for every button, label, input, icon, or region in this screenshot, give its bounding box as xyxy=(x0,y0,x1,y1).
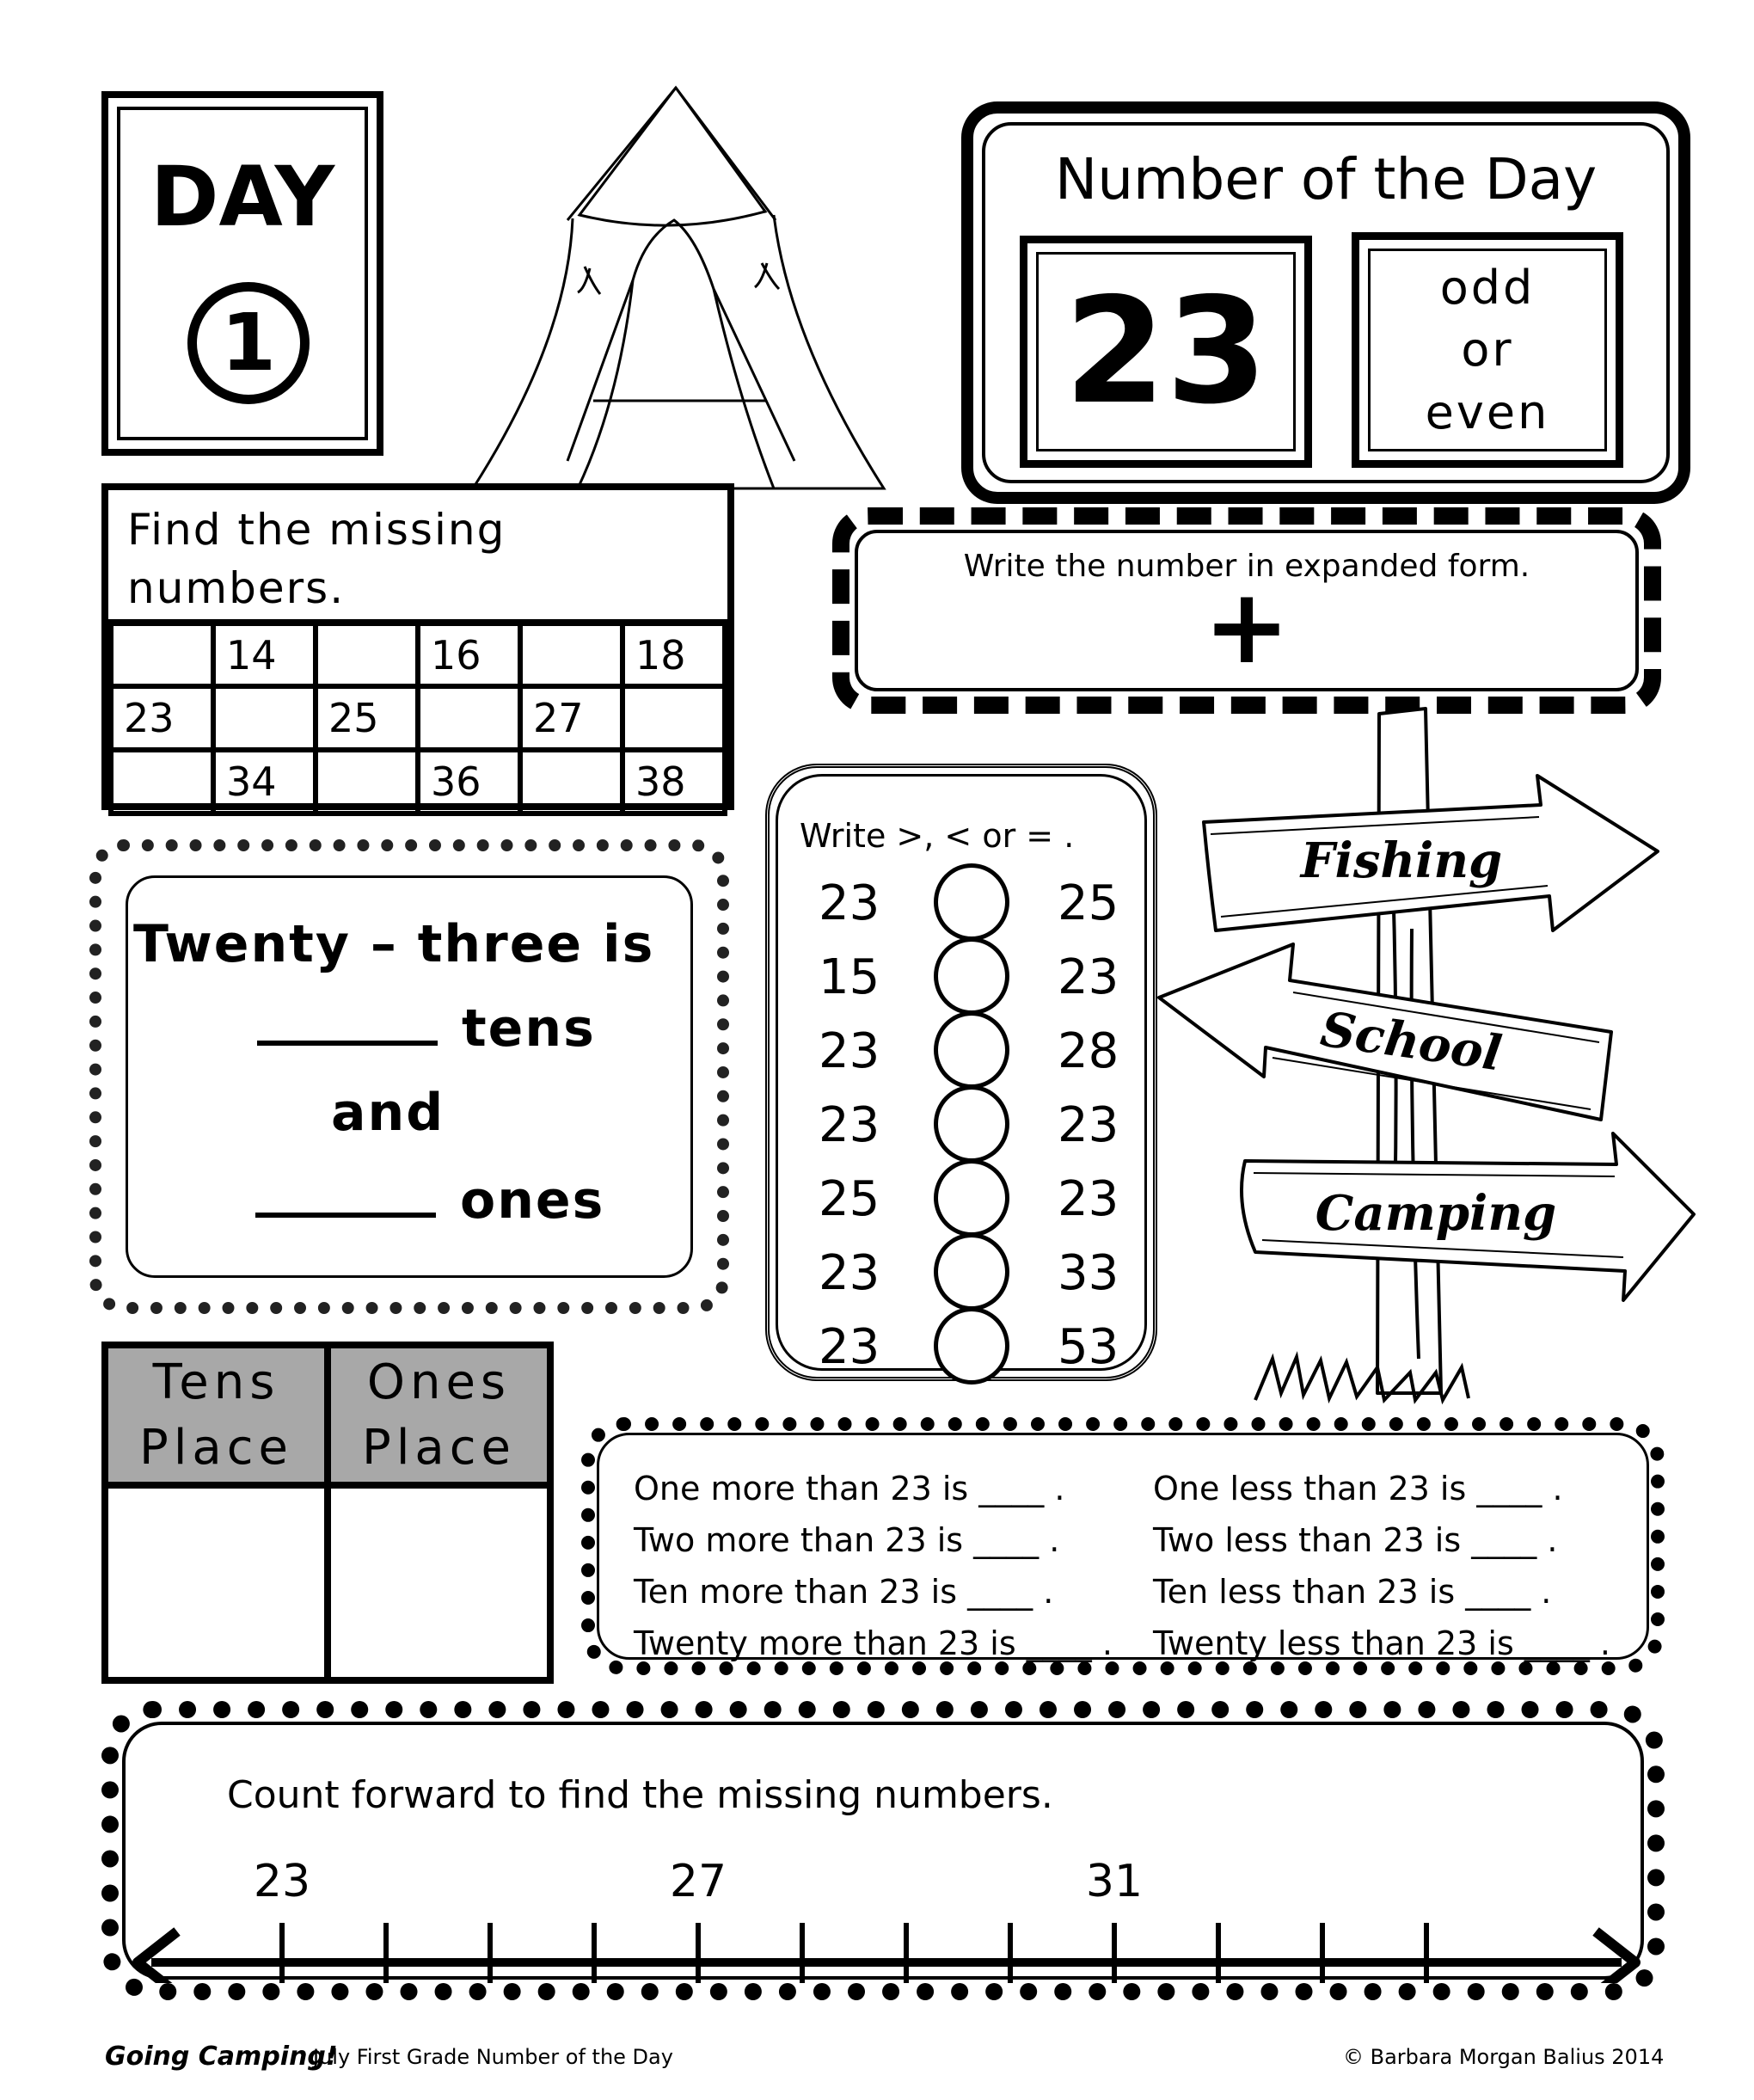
tens-blank[interactable] xyxy=(257,1041,438,1046)
and-label: and xyxy=(331,1083,445,1143)
grid-cell[interactable] xyxy=(622,686,725,750)
compare-circle[interactable] xyxy=(934,1307,1009,1385)
plus-sign: + xyxy=(1203,568,1291,687)
more-less-panel xyxy=(581,1417,1665,1675)
ones-header-line1: Ones xyxy=(366,1354,512,1410)
grid-cell[interactable] xyxy=(520,623,622,686)
compare-panel xyxy=(765,764,1157,1381)
compare-left: 23 xyxy=(819,1319,880,1375)
number-line-title: Count forward to find the missing numbers. xyxy=(227,1773,1053,1817)
grid-row xyxy=(111,750,725,814)
compare-circle[interactable] xyxy=(934,937,1009,1015)
footer-subtitle: July First Grade Number of the Day xyxy=(313,2045,673,2069)
more-less-inner xyxy=(597,1433,1649,1660)
number-line-label: 31 xyxy=(1085,1856,1144,1907)
compare-circle[interactable] xyxy=(934,863,1009,941)
grid-cell: 38 xyxy=(622,750,725,814)
sign-camping: Camping xyxy=(1315,1185,1557,1242)
compare-right: 28 xyxy=(1058,1023,1119,1079)
compare-left: 15 xyxy=(819,949,880,1005)
compare-row xyxy=(765,1163,1157,1237)
tens-line xyxy=(257,998,596,1059)
signpost-illustration xyxy=(1152,705,1702,1410)
tens-place-header xyxy=(108,1348,324,1489)
compare-left: 23 xyxy=(819,1245,880,1301)
ones-answer-cell[interactable] xyxy=(331,1489,547,1677)
missing-numbers-title-line1: Find the missing xyxy=(127,505,506,555)
compare-label: Write >, < or = . xyxy=(800,817,1075,855)
grid-cell[interactable] xyxy=(520,750,622,814)
compare-right: 23 xyxy=(1058,1171,1119,1227)
less-item[interactable]: One less than 23 is ____ . xyxy=(1153,1470,1563,1507)
grid-cell[interactable] xyxy=(213,686,316,750)
place-value-chart xyxy=(101,1342,554,1684)
compare-circle[interactable] xyxy=(934,1011,1009,1089)
missing-numbers-title-line2: numbers. xyxy=(127,563,346,613)
less-item[interactable]: Twenty less than 23 is ____ . xyxy=(1153,1624,1610,1662)
tent-illustration xyxy=(464,83,894,495)
compare-row xyxy=(765,1089,1157,1163)
more-item[interactable]: Two more than 23 is ____ . xyxy=(634,1521,1060,1559)
word-form-line1: Twenty – three is xyxy=(133,914,655,974)
sign-fishing: Fishing xyxy=(1300,832,1503,889)
compare-left: 23 xyxy=(819,875,880,931)
grid-cell[interactable] xyxy=(111,750,213,814)
footer-brand: Going Camping! xyxy=(105,2042,338,2072)
right-arrow-icon xyxy=(1596,1931,1635,1983)
compare-row xyxy=(765,1237,1157,1311)
grid-cell: 27 xyxy=(520,686,622,750)
day-card-inner xyxy=(117,107,368,440)
more-item[interactable]: Ten more than 23 is ____ . xyxy=(634,1573,1054,1611)
word-form-inner xyxy=(126,875,693,1278)
compare-row xyxy=(765,867,1157,941)
ones-place-header xyxy=(331,1348,547,1489)
compare-right: 53 xyxy=(1058,1319,1119,1375)
number-line xyxy=(126,1725,1647,1983)
grid-cell[interactable] xyxy=(418,686,520,750)
missing-numbers-panel xyxy=(101,483,734,810)
compare-circle[interactable] xyxy=(934,1233,1009,1311)
compare-circle[interactable] xyxy=(934,1085,1009,1163)
tens-header-line2: Place xyxy=(139,1419,293,1476)
more-item[interactable]: One more than 23 is ____ . xyxy=(634,1470,1065,1507)
compare-right: 23 xyxy=(1058,949,1119,1005)
odd-or-even-box xyxy=(1352,232,1623,468)
compare-right: 25 xyxy=(1058,875,1119,931)
tens-label: tens xyxy=(462,998,596,1059)
grid-cell: 14 xyxy=(213,623,316,686)
even-option[interactable]: even xyxy=(1425,385,1550,440)
number-of-the-day-box xyxy=(1020,236,1312,468)
grid-row xyxy=(111,686,725,750)
number-line-label: 23 xyxy=(253,1856,311,1907)
grid-row xyxy=(111,623,725,686)
left-arrow-icon xyxy=(138,1931,177,1983)
compare-left: 23 xyxy=(819,1097,880,1153)
sign-school: School xyxy=(1317,1000,1506,1083)
tens-header-line1: Tens xyxy=(152,1354,280,1410)
number-line-panel xyxy=(101,1701,1665,2000)
number-line-label: 27 xyxy=(669,1856,727,1907)
number-of-the-day-inner xyxy=(982,122,1670,483)
expanded-form-panel xyxy=(832,507,1661,714)
day-card xyxy=(101,91,383,456)
ones-blank[interactable] xyxy=(255,1213,436,1218)
day-label: DAY xyxy=(150,149,335,245)
grid-cell: 36 xyxy=(418,750,520,814)
missing-numbers-title xyxy=(127,500,506,617)
ones-column xyxy=(324,1348,547,1677)
day-number: 1 xyxy=(187,282,310,404)
footer-copyright: © Barbara Morgan Balius 2014 xyxy=(1343,2045,1665,2069)
odd-or-even-options xyxy=(1368,249,1607,451)
number-of-the-day-panel xyxy=(961,101,1690,504)
missing-numbers-grid xyxy=(108,619,727,816)
grid-cell: 34 xyxy=(213,750,316,814)
compare-row xyxy=(765,941,1157,1015)
compare-right: 23 xyxy=(1058,1097,1119,1153)
less-item[interactable]: Two less than 23 is ____ . xyxy=(1153,1521,1558,1559)
number-of-the-day-title: Number of the Day xyxy=(1054,146,1598,212)
grid-cell: 16 xyxy=(418,623,520,686)
compare-left: 23 xyxy=(819,1023,880,1079)
compare-row xyxy=(765,1311,1157,1385)
number-of-the-day-value: 23 xyxy=(1036,252,1296,451)
ones-label: ones xyxy=(460,1170,605,1231)
grid-cell[interactable] xyxy=(316,750,418,814)
grid-cell: 25 xyxy=(316,686,418,750)
grid-cell[interactable] xyxy=(316,623,418,686)
odd-option[interactable]: odd xyxy=(1439,260,1536,315)
tens-column xyxy=(108,1348,324,1677)
ones-header-line2: Place xyxy=(362,1419,516,1476)
compare-right: 33 xyxy=(1058,1245,1119,1301)
compare-circle[interactable] xyxy=(934,1159,1009,1237)
more-item[interactable]: Twenty more than 23 is ____ . xyxy=(634,1624,1113,1662)
expanded-form-label: Write the number in expanded form. xyxy=(963,549,1530,584)
compare-left: 25 xyxy=(819,1171,880,1227)
word-form-panel xyxy=(89,839,729,1314)
expanded-form-inner[interactable] xyxy=(855,530,1639,691)
less-item[interactable]: Ten less than 23 is ____ . xyxy=(1153,1573,1552,1611)
tens-answer-cell[interactable] xyxy=(108,1489,324,1677)
or-text: or xyxy=(1461,322,1514,378)
compare-row xyxy=(765,1015,1157,1089)
grid-cell: 23 xyxy=(111,686,213,750)
number-line-inner xyxy=(122,1722,1644,1980)
grid-cell[interactable] xyxy=(111,623,213,686)
ones-line xyxy=(255,1170,604,1231)
grid-cell: 18 xyxy=(622,623,725,686)
